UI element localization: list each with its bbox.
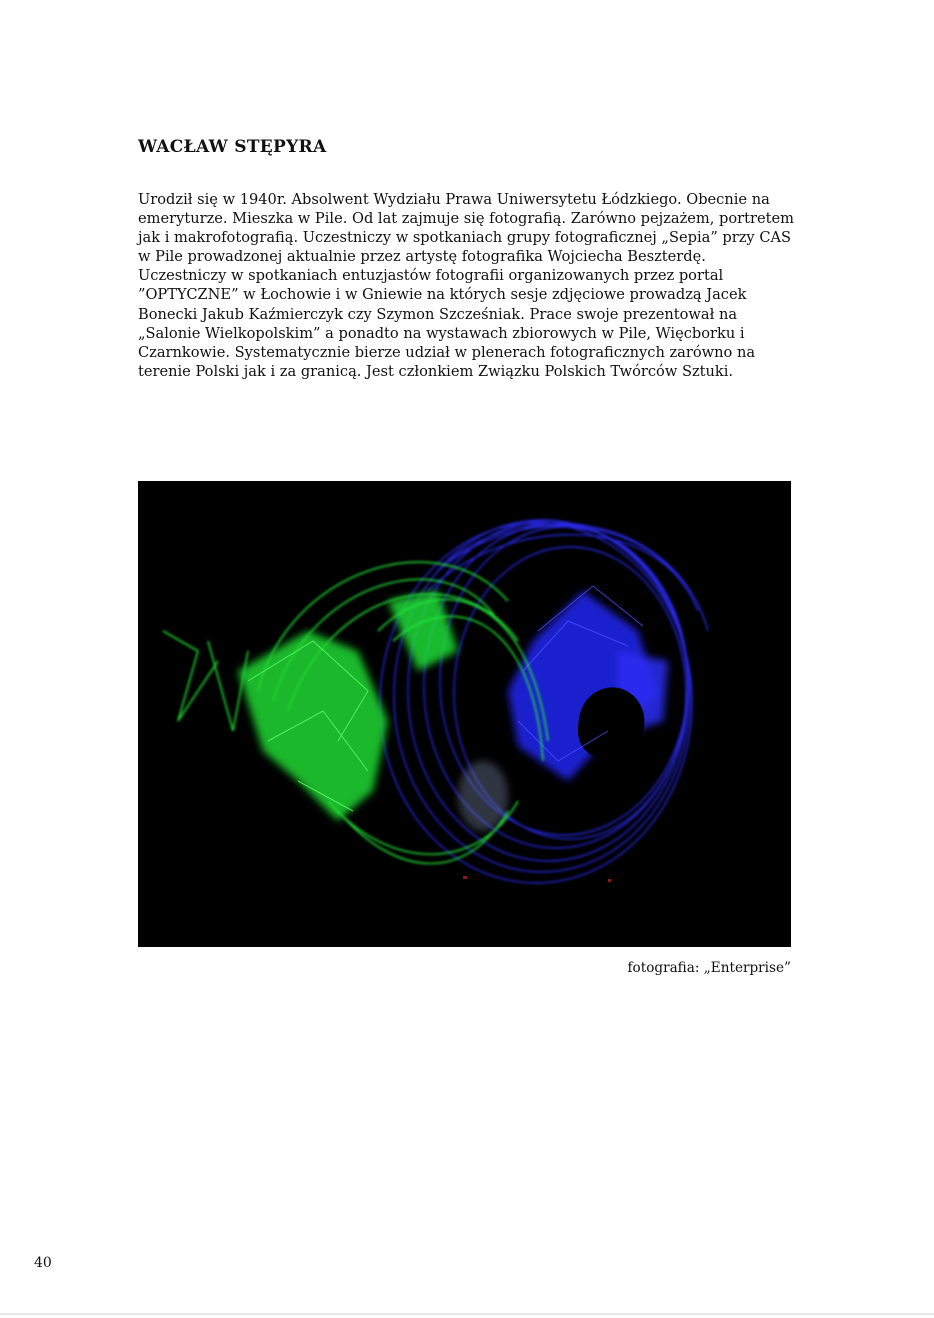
bio-line: Urodził się w 1940r. Absolwent Wydziału Prawa Uniwersytetu Łódzkiego. Obecnie na [138,191,770,208]
bio-line: jak i makrofotografią. Uczestniczy w spotkaniach grupy fotograficznej „Sepia” przy CAS [138,229,792,247]
light-painting-image [138,481,791,947]
bio-line: ”OPTYCZNE” w Łochowie i w Gniewie na których sesje zdjęciowe prowadzą Jacek [138,286,747,304]
bio-line: terenie Polski jak i za granicą. Jest członkiem Związku Polskich Twórców Sztuki. [138,362,734,380]
bio-line: w Pile prowadzonej aktualnie przez artystę fotografika Wojciecha Beszterdę. [138,248,706,266]
bio-line: „Salonie Wielkopolskim” a ponadto na wystawach zbiorowych w Pile, Więcborku i [138,324,745,342]
bio-line: Bonecki Jakub Kaźmierczyk czy Szymon Szcześniak. Prace swoje prezentował na [138,305,738,323]
author-bio [138,190,794,381]
bio-line: emeryturze. Mieszka w Pile. Od lat zajmuje się fotografią. Zarówno pejzażem, portretem [138,210,794,228]
author-heading: WACŁAW STĘPYRA [138,137,327,157]
bottom-rule [0,1313,934,1315]
photo-caption: fotografia: „Enterprise” [627,960,791,976]
bio-line: Uczestniczy w spotkaniach entuzjastów fotografii organizowanych przez portal [138,267,724,285]
light-painting-photo [138,481,791,947]
bio-line: Czarnkowie. Systematycznie bierze udział w plenerach fotograficznych zarówno na [138,343,756,361]
page-number: 40 [34,1255,52,1271]
